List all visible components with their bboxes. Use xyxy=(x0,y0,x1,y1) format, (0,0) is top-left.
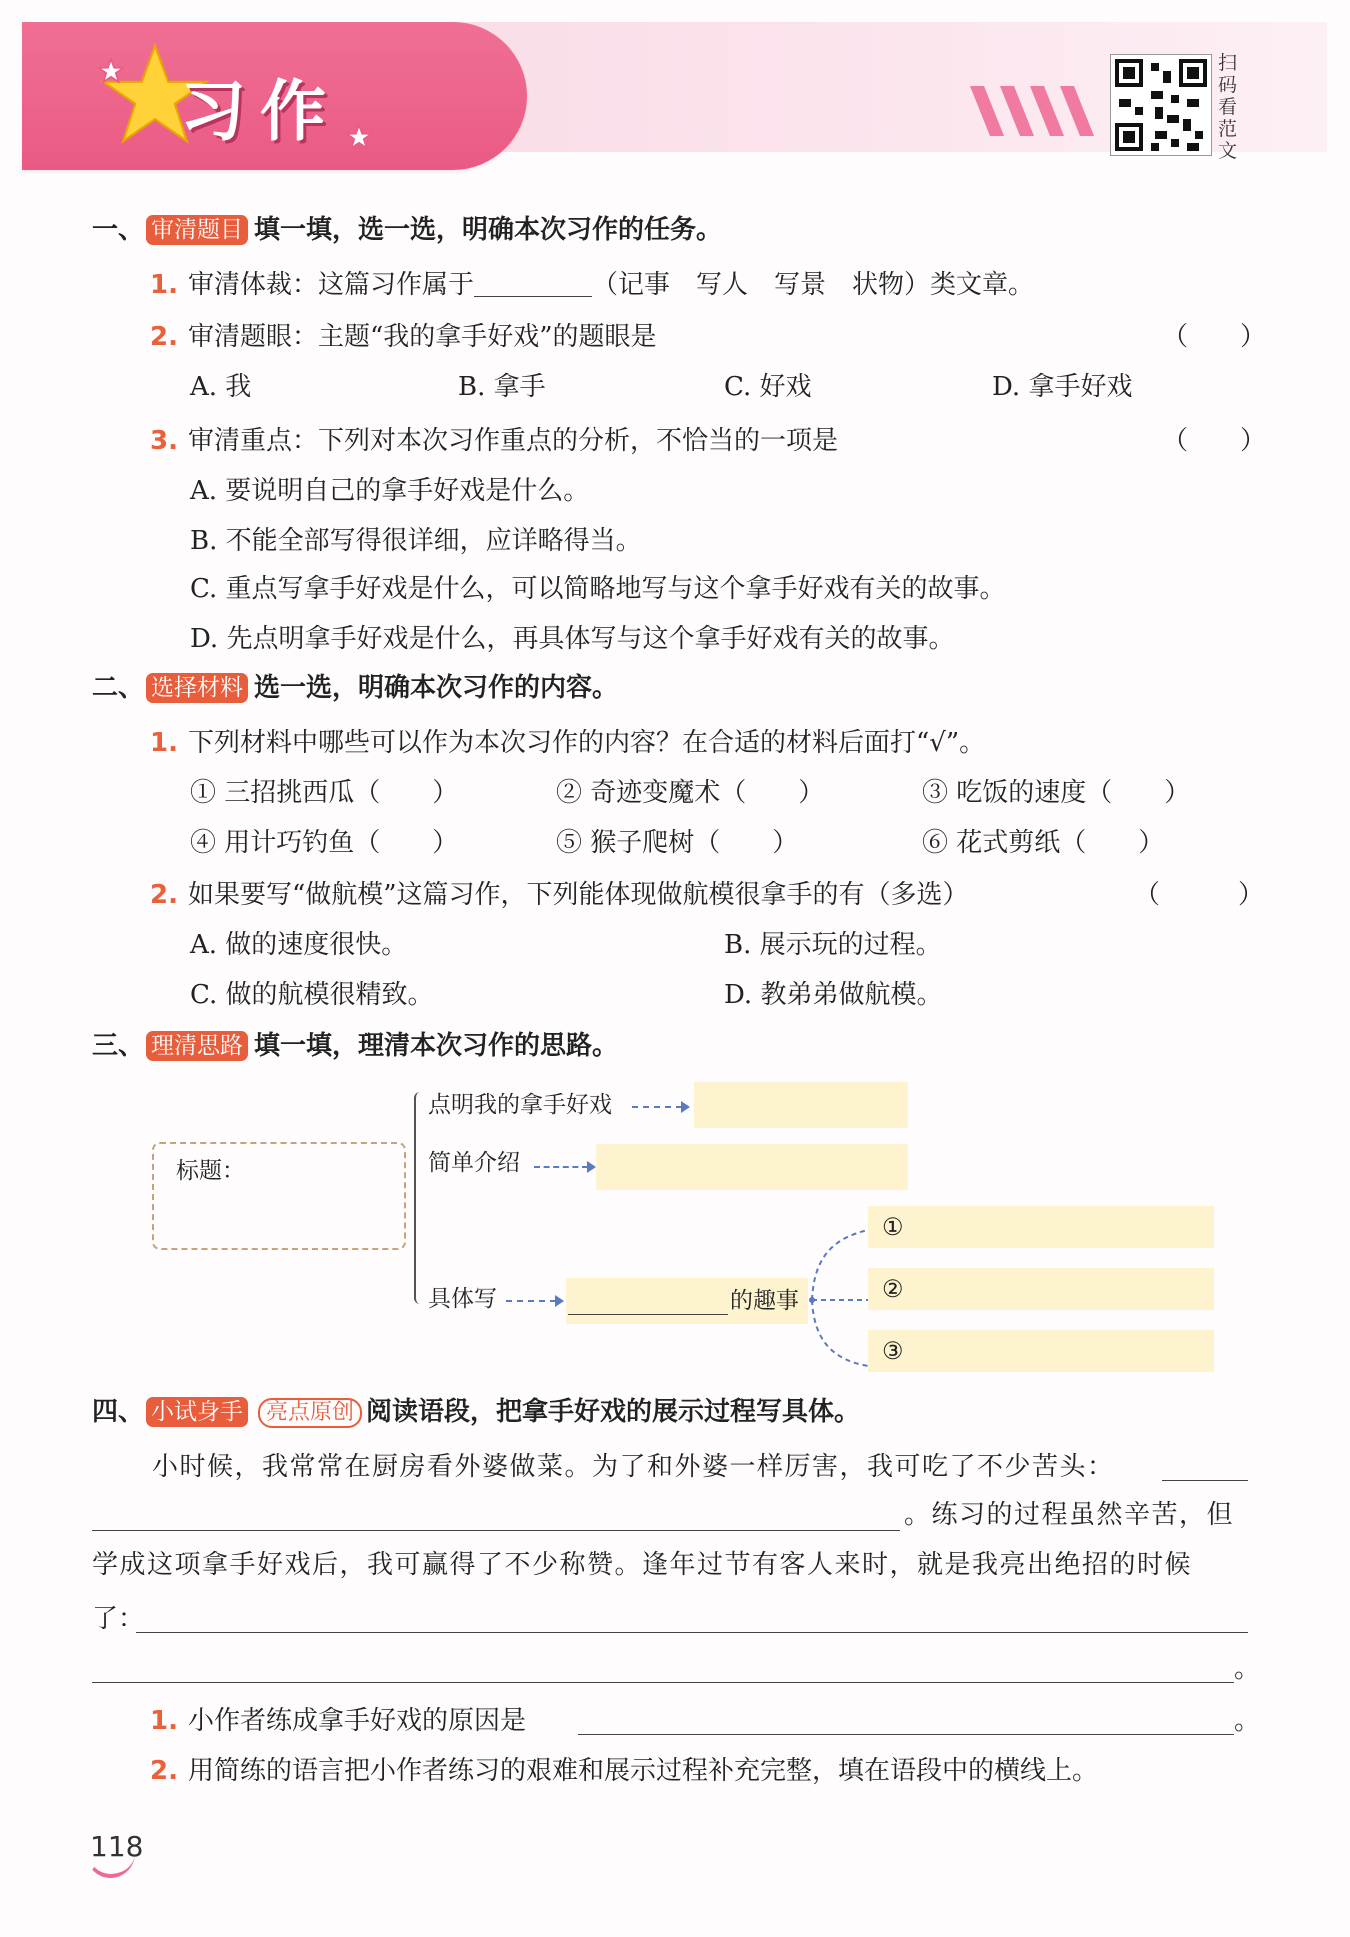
answer-paren[interactable]: （ ） xyxy=(1134,880,1265,910)
passage-line-4: 了： xyxy=(92,1604,145,1634)
material-item[interactable]: ⑤ 猴子爬树（ ） xyxy=(556,828,799,858)
s1-q3: 3. 审清重点：下列对本次习作重点的分析，不恰当的一项是 xyxy=(150,426,838,456)
section-tag: 小试身手 xyxy=(146,1397,248,1427)
decorative-stripes xyxy=(970,86,1110,136)
answer-blank[interactable] xyxy=(474,272,592,297)
passage-line-1: 小时候，我常常在厨房看外婆做菜。为了和外婆一样厉害，我可吃了不少苦头： xyxy=(152,1452,1115,1482)
section-4-heading: 四、 小试身手 亮点原创 阅读语段，把拿手好戏的展示过程写具体。 xyxy=(92,1397,861,1427)
answer-blank[interactable] xyxy=(578,1734,1234,1735)
answer-area[interactable] xyxy=(868,1330,1214,1372)
material-item[interactable]: ② 奇迹变魔术（ ） xyxy=(556,778,825,808)
section-1-heading: 一、 审清题目 填一填，选一选，明确本次习作的任务。 xyxy=(92,215,723,245)
answer-blank[interactable] xyxy=(1162,1480,1248,1481)
sub-item-label: ① xyxy=(882,1213,904,1241)
s4-q2: 2. 用简练的语言把小作者练习的艰难和展示过程补充完整，填在语段中的横线上。 xyxy=(150,1756,1098,1786)
answer-paren[interactable]: （ ） xyxy=(1162,426,1267,456)
option: C. 做的航模很精致。 xyxy=(190,980,434,1010)
option: D. 先点明拿手好戏是什么，再具体写与这个拿手好戏有关的故事。 xyxy=(190,624,955,654)
material-item[interactable]: ⑥ 花式剪纸（ ） xyxy=(922,828,1165,858)
answer-paren[interactable]: （ ） xyxy=(1162,322,1267,352)
arrow-icon xyxy=(534,1166,588,1168)
qr-label: 扫码看范文 xyxy=(1218,52,1238,162)
option: A. 做的速度很快。 xyxy=(190,930,408,960)
option: B. 展示玩的过程。 xyxy=(724,930,942,960)
arrow-icon xyxy=(506,1300,556,1302)
passage-line-2: 。练习的过程虽然辛苦，但 xyxy=(904,1500,1235,1530)
section-tag: 审清题目 xyxy=(146,215,248,245)
branch-label: 点明我的拿手好戏 xyxy=(428,1092,612,1118)
page-title: 习作 xyxy=(180,73,340,150)
mindmap-bracket xyxy=(414,1092,428,1304)
option: B. 不能全部写得很详细，应详略得当。 xyxy=(190,526,642,556)
section-tag: 选择材料 xyxy=(146,673,248,703)
material-item[interactable]: ③ 吃饭的速度（ ） xyxy=(922,778,1191,808)
s1-q1: 1. 审清体裁：这篇习作属于 （记事 写人 写景 状物）类文章。 xyxy=(150,270,1034,300)
passage-line-3: 学成这项拿手好戏后，我可赢得了不少称赞。逢年过节有客人来时，就是我亮出绝招的时候 xyxy=(92,1550,1193,1580)
s2-q2: 2. 如果要写“做航模”这篇习作，下列能体现做航模很拿手的有（多选） xyxy=(150,880,969,910)
answer-blank[interactable] xyxy=(136,1632,1248,1633)
sub-item-label: ② xyxy=(882,1275,904,1303)
sub-item-label: ③ xyxy=(882,1337,904,1365)
answer-area[interactable] xyxy=(868,1268,1214,1310)
option: C. 好戏 xyxy=(724,372,812,402)
arrow-icon xyxy=(632,1106,682,1108)
small-star-icon xyxy=(346,124,372,150)
s1-q2: 2. 审清题眼：主题“我的拿手好戏”的题眼是 xyxy=(150,322,657,352)
option: B. 拿手 xyxy=(458,372,546,402)
answer-blank[interactable] xyxy=(92,1682,1234,1683)
material-item[interactable]: ④ 用计巧钓鱼（ ） xyxy=(190,828,459,858)
option: A. 我 xyxy=(190,372,252,402)
branch-label: 具体写 xyxy=(428,1286,497,1312)
option: D. 教弟弟做航模。 xyxy=(724,980,943,1010)
fun-label: 的趣事 xyxy=(730,1288,799,1314)
option: C. 重点写拿手好戏是什么，可以简略地写与这个拿手好戏有关的故事。 xyxy=(190,574,1006,604)
option: A. 要说明自己的拿手好戏是什么。 xyxy=(190,476,590,506)
branch-label: 简单介绍 xyxy=(428,1150,520,1176)
answer-blank[interactable] xyxy=(568,1314,728,1315)
section-3-heading: 三、 理清思路 填一填，理清本次习作的思路。 xyxy=(92,1031,619,1061)
title-label: 标题： xyxy=(176,1158,245,1184)
passage-end: 。 xyxy=(1234,1654,1261,1684)
page-number: 118 xyxy=(90,1830,144,1863)
answer-blank[interactable] xyxy=(92,1530,900,1531)
s2-q1: 1. 下列材料中哪些可以作为本次习作的内容？在合适的材料后面打“√”。 xyxy=(150,728,986,758)
material-item[interactable]: ① 三招挑西瓜（ ） xyxy=(190,778,459,808)
answer-area[interactable] xyxy=(694,1082,908,1128)
section-tag-original: 亮点原创 xyxy=(258,1398,362,1428)
answer-area[interactable] xyxy=(868,1206,1214,1248)
small-star-icon xyxy=(98,58,124,84)
section-2-heading: 二、 选择材料 选一选，明确本次习作的内容。 xyxy=(92,673,619,703)
option: D. 拿手好戏 xyxy=(992,372,1133,402)
answer-area[interactable] xyxy=(596,1144,908,1190)
section-tag: 理清思路 xyxy=(146,1031,248,1061)
q-end: 。 xyxy=(1234,1706,1261,1736)
qr-code-icon[interactable] xyxy=(1110,54,1212,156)
branch-arrows xyxy=(804,1216,878,1376)
s4-q1: 1. 小作者练成拿手好戏的原因是 xyxy=(150,1706,526,1736)
